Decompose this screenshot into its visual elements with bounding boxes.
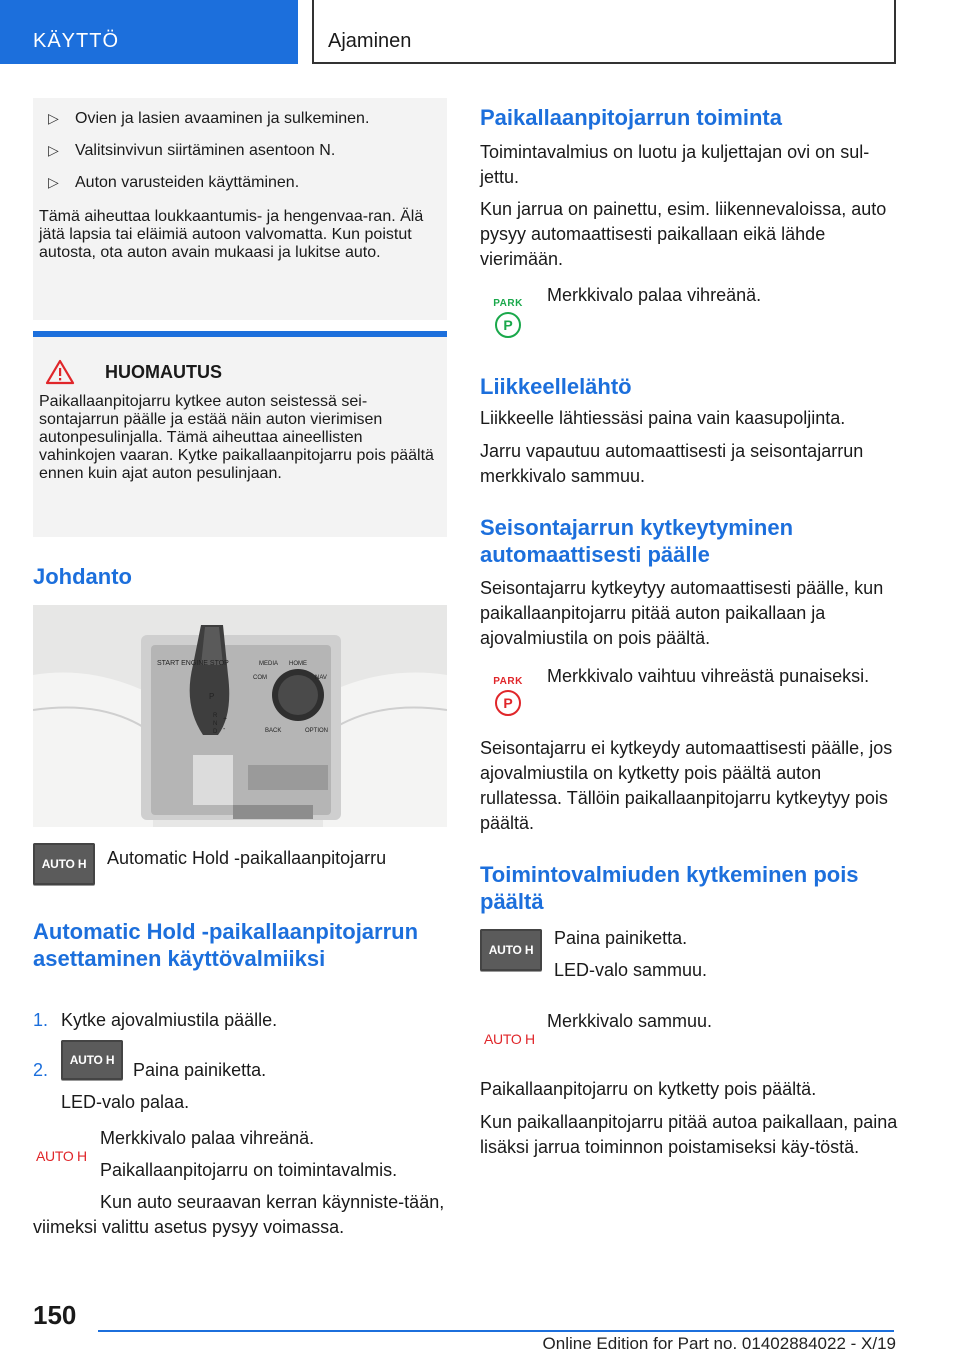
parking-p1: Seisontajarru kytkeytyy automaattisesti päälle, kun paikallaanpitojarru pitää auton paikallaan ja ajovalmiustila on pois päältä. [480,578,884,648]
back-label: BACK [265,728,282,734]
deactivate-p2: Kun paikallaanpitojarru pitää autoa paikallaan, paina lisäksi jarrua toiminnon poistamiseksi käy-töstä. [480,1112,898,1157]
parking-indicator-text: Merkkivalo vaihtuu vihreästä punaiseksi. [547,666,870,686]
gear-console-photo [33,605,447,827]
note-text: Paikallaanpitojarru kytkee auton seistessä sei-sontajarrun päälle ja estää näin auton vierimisen autonpesulinjalla. Tämä aiheuttaa aineellisten vahinkojen vaaran. Kytke paikallaanpitojarru pois päältä ennen kuin ajat auton pesulinjaan. [39,393,434,482]
indicator-green-text: Merkkivalo palaa vihreänä. [100,1128,315,1148]
page-number: 150 [33,1300,77,1330]
section-heading-driveoff: Liikkeellelähtö [480,374,632,399]
com-label: COM [253,675,267,681]
function-p1: Toimintavalmius on luotu ja kuljettajan ovi on sul-jettu. [480,142,870,187]
warning-box [33,98,447,320]
step-2: 2. AUTO H Paina painiketta. [33,1058,447,1083]
section-tab[interactable]: KÄYTTÖ [0,0,298,64]
park-gear-label: P [209,692,215,701]
park-green-indicator-icon: PARK P [488,298,528,338]
warning-triangle-icon [45,359,75,385]
reverse-gear-label: R [213,713,218,719]
minus-label: - [223,726,226,733]
section-heading-johdanto: Johdanto [33,564,132,589]
deactivate-line1: Paina painiketta. [554,928,688,948]
warning-text: Tämä aiheuttaa loukkaantumis- ja hengenvaa-ran. Älä jätä lapsia tai eläimiä autoon valvomatta. Kun poistut autosta, ota auton avain mukaasi ja lukitse auto. [39,208,424,261]
driveoff-p2: Jarru vapautuu automaattisesti ja seisontajarrun merkkivalo sammuu. [480,441,864,486]
section-heading-activate: Automatic Hold -paikallaanpitojarrun asettaminen käyttövalmiiksi [33,919,419,971]
neutral-gear-label: N [213,721,218,727]
park-red-indicator-icon: PARK P [488,676,528,716]
deactivate-line2: LED-valo sammuu. [554,960,708,980]
start-label: START ENGINE STOP [157,660,229,667]
restart-text: Kun auto seuraavan kerran käynniste-tään, viimeksi valittu asetus pysyy voimassa. [33,1192,445,1237]
nav-label: NAV [315,675,327,681]
step-1: 1. Kytke ajovalmiustila päälle. [33,1010,278,1030]
auto-h-button-icon: AUTO H [33,843,95,885]
list-item: ▷ Auton varusteiden käyttäminen. [39,170,441,202]
list-item: ▷ Ovien ja lasien avaaminen ja sulkeminen. [39,106,441,138]
auto-h-button-icon: AUTO H [480,929,542,971]
led-on-text: LED-valo palaa. [61,1092,190,1112]
triangle-bullet-icon: ▷ [48,142,59,158]
deactivate-indicator-text: Merkkivalo sammuu. [547,1011,713,1031]
auto-h-button-icon: AUTO H [61,1040,123,1080]
triangle-bullet-icon: ▷ [48,110,59,126]
home-label: HOME [289,661,307,667]
chapter-title: Ajaminen [312,0,896,64]
media-label: MEDIA [259,661,279,667]
section-heading-deactivate: Toimintovalmiuden kytkeminen pois päältä [480,862,859,914]
auto-h-indicator-icon: AUTO H [484,1031,535,1047]
footer-edition: Online Edition for Part no. 01402884022 - X/19 [542,1334,896,1353]
triangle-bullet-icon: ▷ [48,174,59,190]
plus-label: + [223,716,228,723]
driveoff-p1: Liikkeelle lähtiessäsi paina vain kaasupoljinta. [480,408,846,428]
auto-h-indicator-icon: AUTO H [36,1148,87,1164]
parking-p2: Seisontajarru ei kytkeydy automaattisesti päälle, jos ajovalmiustila on kytketty pois päältä auton rullatessa. Tällöin paikallaanpitojarru kytkeytyy pois päältä. [480,738,893,833]
function-p2: Kun jarrua on painettu, esim. liikennevaloissa, auto pysyy automaattisesti paikallaan eikä lähde vierimään. [480,199,887,269]
option-label: OPTION [305,728,329,734]
list-item: ▷ Valitsinvivun siirtäminen asentoon N. [39,138,441,170]
function-indicator-text: Merkkivalo palaa vihreänä. [547,285,762,305]
ready-text: Paikallaanpitojarru on toimintavalmis. [100,1160,398,1180]
auto-h-caption: Automatic Hold -paikallaanpitojarru [107,848,387,868]
drive-gear-label: D [213,729,218,735]
section-heading-function: Paikallaanpitojarrun toiminta [480,105,782,130]
footer-divider [98,1330,894,1332]
note-box [33,331,447,537]
note-title: HUOMAUTUS [105,361,222,382]
deactivate-p1: Paikallaanpitojarru on kytketty pois päältä. [480,1079,817,1099]
section-heading-parking: Seisontajarrun kytkeytyminen automaattisesti päälle [480,515,794,567]
